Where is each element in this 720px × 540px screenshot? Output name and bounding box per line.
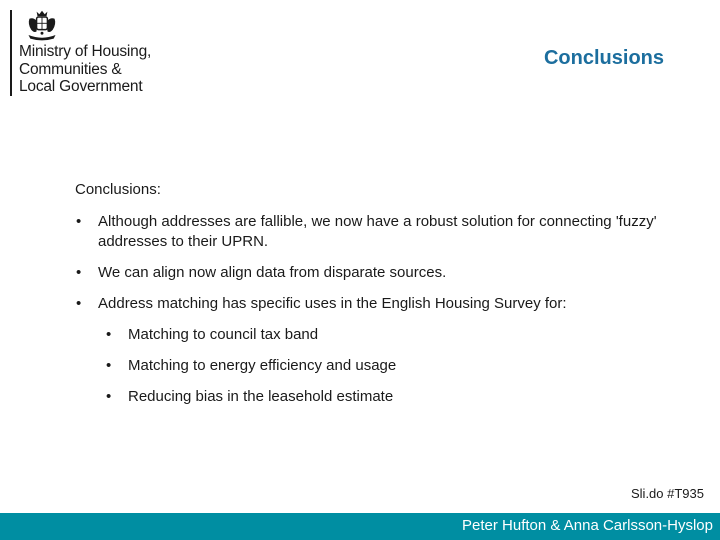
- royal-coat-of-arms-icon: [24, 8, 60, 44]
- bullet-icon: •: [76, 213, 82, 230]
- sub-list-item: [105, 387, 675, 407]
- bullet-icon: •: [106, 388, 112, 405]
- list-item-text: Address matching has specific uses in the English Housing Survey for:: [98, 295, 567, 312]
- list-item: [75, 263, 675, 283]
- slido-code: Sli.do #T935: [631, 486, 704, 501]
- list-item-text: We can align now align data from disparate sources.: [98, 264, 447, 281]
- bullet-icon: •: [76, 295, 82, 312]
- list-item: [75, 212, 675, 252]
- bullet-icon: •: [106, 326, 112, 343]
- ministry-name-line2: Communities &: [19, 60, 122, 78]
- slide-title: Conclusions: [543, 47, 664, 69]
- bullet-icon: •: [106, 357, 112, 374]
- sub-list-item-text: Matching to energy efficiency and usage: [128, 357, 397, 374]
- logo-divider: [10, 10, 12, 96]
- sub-list-item: [105, 325, 675, 345]
- sub-list-item-text: Reducing bias in the leasehold estimate: [128, 388, 394, 405]
- sub-list-item-text: Matching to council tax band: [128, 326, 319, 343]
- slide-body: [75, 180, 675, 418]
- bullet-icon: •: [76, 264, 82, 281]
- footer-bar: [0, 513, 720, 540]
- mhclg-logo: [10, 6, 190, 98]
- ministry-name-line3: Local Government: [19, 78, 143, 95]
- ministry-name: [19, 43, 151, 96]
- bullet-list: [75, 212, 675, 407]
- intro-text: Conclusions:: [75, 181, 161, 198]
- sub-list-item: [105, 356, 675, 376]
- footer-authors: Peter Hufton & Anna Carlsson-Hyslop: [462, 517, 713, 534]
- list-item: [75, 294, 675, 314]
- list-item-text: Although addresses are fallible, we now have a robust solution for connecting 'fuzzy' addresses to their UPRN.: [98, 213, 657, 250]
- ministry-name-line1: Ministry of Housing,: [19, 43, 152, 60]
